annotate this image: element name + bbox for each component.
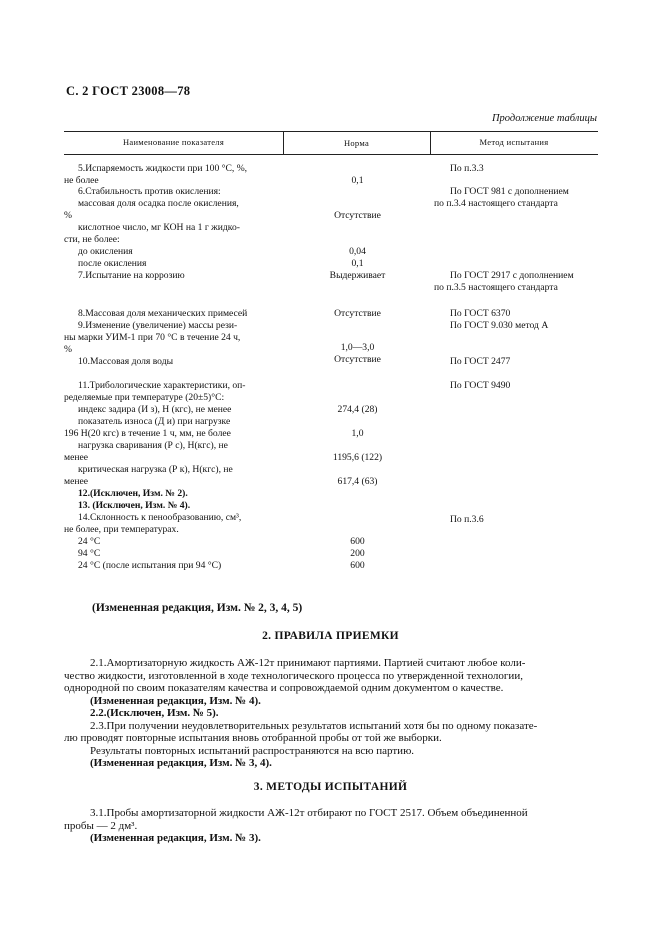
section-2-excluded: 2.2.(Исключен, Изм. № 5).	[90, 707, 219, 719]
method-line: по п.3.4 настоящего стандарта	[434, 198, 558, 209]
indicator-line: 9.Изменение (увеличение) массы рези-	[78, 320, 238, 331]
section-2-line: Результаты повторных испытаний распространяются на всю партию.	[90, 744, 415, 757]
method-line: По ГОСТ 981 с дополнением	[450, 186, 569, 197]
table-continuation-label: Продолжение таблицы	[491, 113, 597, 124]
indicator-line: 14.Склонность к пенообразованию, см³,	[78, 512, 242, 523]
amendment-note: (Измененная редакция, Изм. № 2, 3, 4, 5)	[92, 602, 303, 614]
indicator-line: индекс задира (И з), Н (кгс), не менее	[78, 404, 232, 415]
indicator-line: менее	[64, 476, 88, 487]
indicator-line: 11.Трибологические характеристики, оп-	[78, 380, 246, 391]
norm-value: 1195,6 (122)	[332, 452, 383, 463]
indicator-line: 5.Испаряемость жидкости при 100 °С, %,	[78, 163, 248, 174]
method-line: По п.3.3	[450, 163, 484, 174]
section-3-amendment: (Измененная редакция, Изм. № 3).	[90, 832, 261, 844]
column-header-method: Метод испытания	[479, 137, 549, 147]
indicator-line: критическая нагрузка (Р к), Н(кгс), не	[78, 464, 233, 475]
norm-value: Отсутствие	[334, 210, 381, 221]
section-3-line: пробы — 2 дм³.	[64, 819, 138, 832]
norm-value: 0,04	[349, 246, 366, 257]
indicator-line: после окисления	[78, 258, 147, 269]
table-header-rule	[64, 154, 598, 155]
section-2-line: чество жидкости, изготовленной в ходе технологического процесса по утвержденной технологии,	[64, 669, 523, 682]
method-line: По п.3.6	[450, 514, 484, 525]
indicator-line: до окисления	[78, 246, 133, 257]
indicator-line: массовая доля осадка после окисления,	[78, 198, 239, 209]
indicator-line: 6.Стабильность против окисления:	[78, 186, 221, 197]
section-3-body	[64, 807, 598, 845]
section-2-line: однородной по своим показателям качества и сопровождаемой одним документом о качестве.	[64, 682, 504, 694]
norm-value: 600	[350, 560, 365, 571]
indicator-line-excluded: 12.(Исключен, Изм. № 2).	[78, 488, 188, 499]
column-header-norm: Норма	[343, 138, 370, 148]
norm-value: 0,1	[351, 175, 364, 186]
method-line: По ГОСТ 9.030 метод А	[450, 320, 549, 331]
section-2-line: 2.3.При получении неудовлетворительных результатов испытаний хотя бы по одному показате-	[90, 719, 538, 732]
section-2-amendment: (Измененная редакция, Изм. № 4).	[90, 694, 261, 707]
norm-value: 0,1	[351, 258, 364, 269]
method-line: По ГОСТ 2917 с дополнением	[450, 270, 574, 281]
norm-value: 1,0	[351, 428, 364, 439]
section-2-title: 2. ПРАВИЛА ПРИЕМКИ	[262, 630, 399, 642]
indicator-line: сти, не более:	[64, 234, 120, 245]
indicator-line: 10.Массовая доля воды	[78, 356, 174, 367]
method-line: По ГОСТ 2477	[450, 356, 511, 367]
section-2-body	[64, 657, 598, 770]
indicator-line: нагрузка сваривания (Р с), Н(кгс), не	[78, 440, 228, 451]
norm-value: Отсутствие	[334, 354, 381, 365]
indicator-line: 196 Н(20 кгс) в течение 1 ч, мм, не более	[64, 428, 231, 439]
section-3-title: 3. МЕТОДЫ ИСПЫТАНИЙ	[253, 781, 408, 793]
norm-value: 600	[350, 536, 365, 547]
column-header-name: Наименование показателя	[122, 137, 225, 147]
section-3-line: 3.1.Пробы амортизаторной жидкости АЖ-12т отбирают по ГОСТ 2517. Объем объединенной	[90, 807, 528, 819]
section-2-line: 2.1.Амортизаторную жидкость АЖ-12т принимают партиями. Партией считают любое коли-	[90, 657, 526, 669]
method-line: по п.3.5 настоящего стандарта	[434, 282, 558, 293]
indicator-line: 7.Испытание на коррозию	[78, 270, 185, 281]
norm-value: 274,4 (28)	[337, 404, 378, 415]
indicator-line: ределяемые при температуре (20±5)°С:	[64, 392, 225, 403]
indicator-line: не более	[64, 175, 99, 186]
indicator-line: %	[64, 210, 72, 221]
norm-value: 617,4 (63)	[337, 476, 378, 487]
indicator-line: менее	[64, 452, 88, 463]
indicator-line: кислотное число, мг КОН на 1 г жидко-	[78, 222, 240, 233]
indicator-line: %	[64, 344, 72, 355]
section-2-line: лю проводят повторные испытания вновь отобранной пробы от той же выборки.	[64, 732, 442, 744]
indicator-line: 24 °С	[78, 536, 101, 547]
method-line: По ГОСТ 9490	[450, 380, 511, 391]
norm-value: 200	[350, 548, 365, 559]
indicator-line: 8.Массовая доля механических примесей	[78, 308, 248, 319]
section-2-amendment: (Измененная редакция, Изм. № 3, 4).	[90, 757, 272, 769]
indicator-line: 24 °С (после испытания при 94 °С)	[78, 560, 222, 571]
norm-value: Отсутствие	[334, 308, 381, 319]
indicator-line: ны марки УИМ-1 при 70 °С в течение 24 ч,	[64, 332, 241, 343]
norm-value: 1,0—3,0	[340, 342, 375, 353]
method-line: По ГОСТ 6370	[450, 308, 511, 319]
indicator-line: показатель износа (Д и) при нагрузке	[78, 416, 231, 427]
norm-value: Выдерживает	[329, 270, 386, 281]
indicator-line-excluded: 13. (Исключен, Изм. № 4).	[78, 500, 191, 511]
indicator-line: 94 °С	[78, 548, 101, 559]
indicator-line: не более, при температурах.	[64, 524, 179, 535]
table-top-rule	[64, 131, 598, 132]
page-header: С. 2 ГОСТ 23008—78	[66, 84, 191, 98]
